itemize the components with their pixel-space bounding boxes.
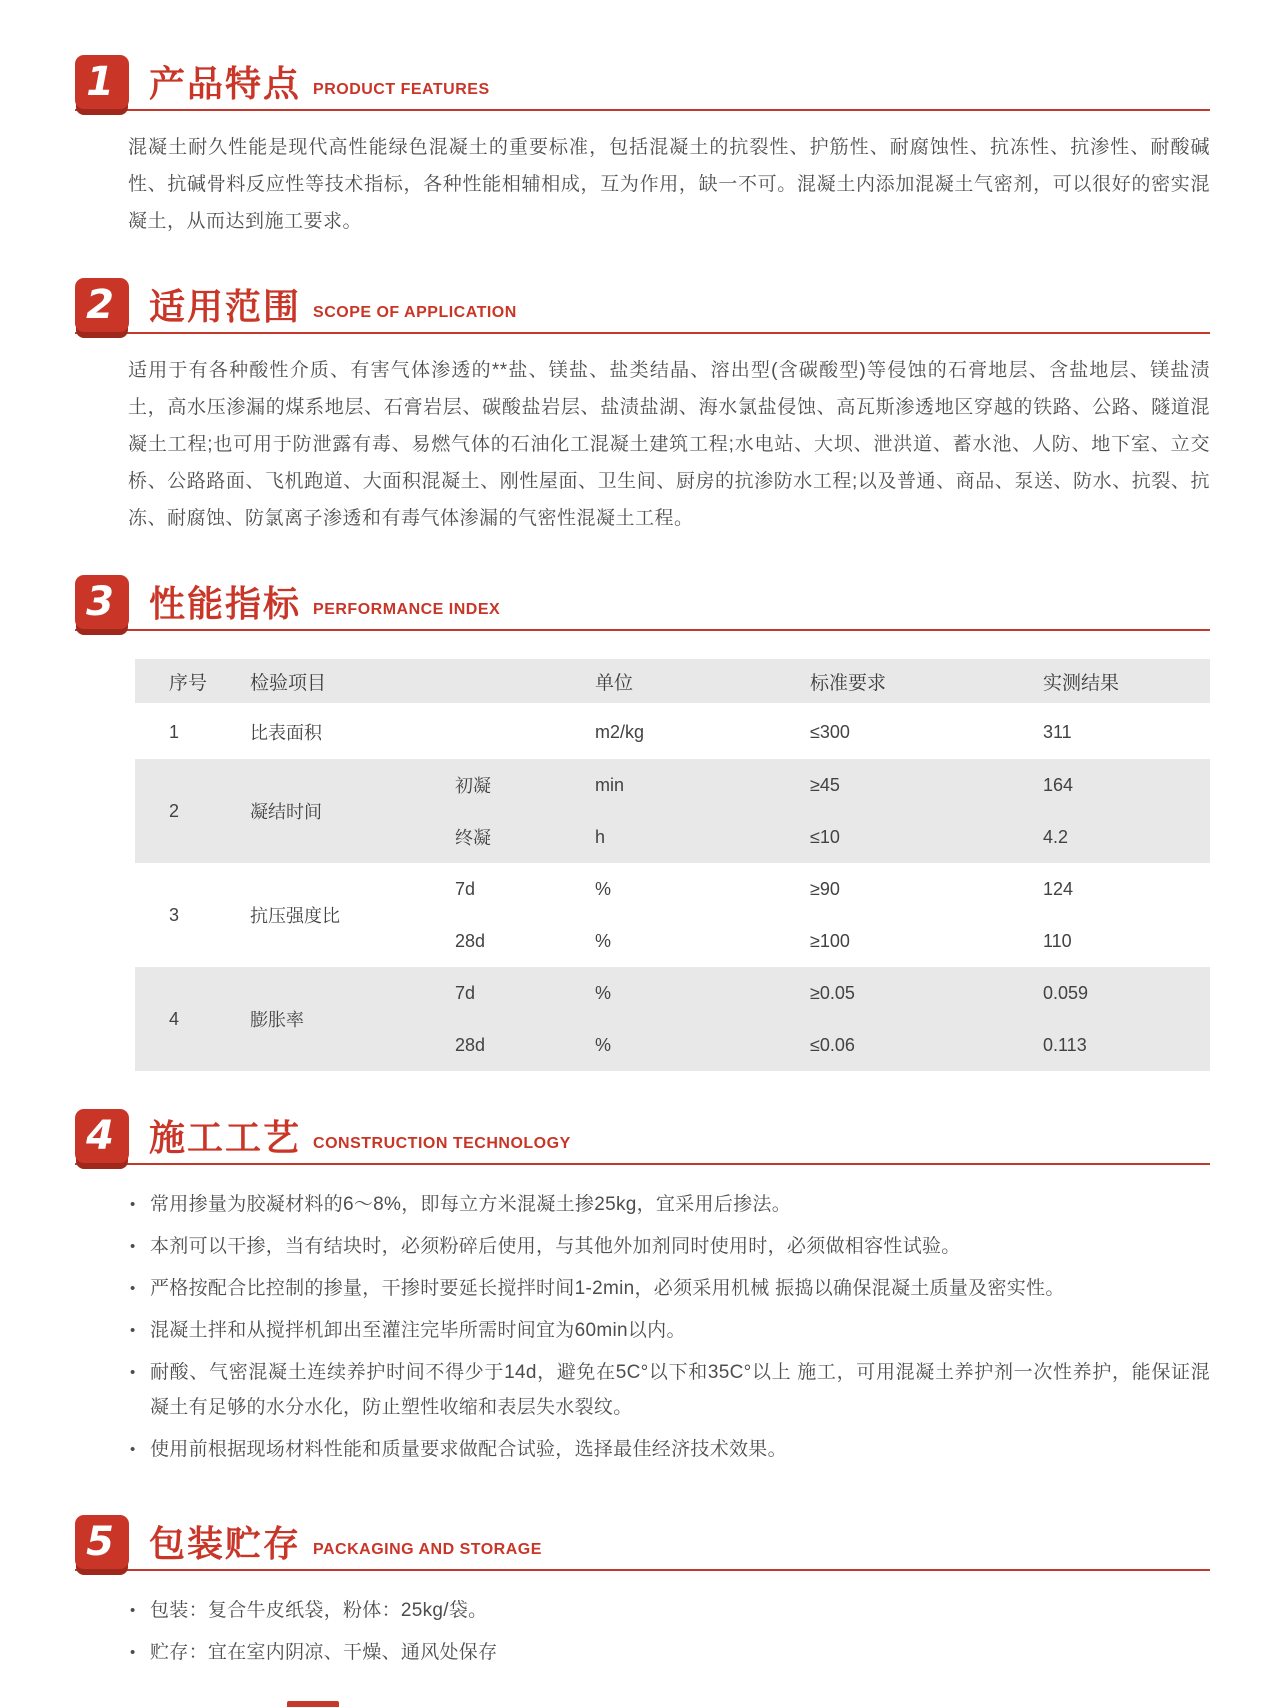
bullet-icon: •	[130, 1196, 136, 1213]
cell-no: 3	[169, 904, 180, 925]
section-header	[75, 278, 1210, 334]
section-construction-technology	[75, 1109, 1210, 1467]
page-bottom-decoration	[287, 1701, 339, 1707]
section-number: 2	[86, 282, 114, 328]
cell-standard: ≤0.06	[810, 1034, 855, 1055]
cell-no: 1	[169, 721, 180, 742]
section-number-badge	[75, 278, 129, 332]
section-number-badge	[75, 1109, 129, 1163]
bullet-text: 混凝土拌和从搅拌机卸出至灌注完毕所需时间宜为60min以内。	[150, 1320, 686, 1341]
cell-sub: 终凝	[455, 828, 491, 848]
table-row	[135, 759, 1210, 863]
scope-paragraph: 适用于有各种酸性介质、有害气体渗透的**盐、镁盐、盐类结晶、溶出型(含碳酸型)等侵蚀的石膏地层、含盐地层、镁盐渍土，高水压渗漏的煤系地层、石膏岩层、碳酸盐岩层、盐渍盐湖、海水氯盐侵蚀、高瓦斯渗透地区穿越的铁路、公路、隧道混凝土工程;也可用于防泄露有毒、易燃气体的石油化工混凝土建筑工程;水电站、大坝、泄洪道、蓄水池、人防、地下室、立交桥、公路路面、飞机跑道、大面积混凝土、刚性屋面、卫生间、厨房的抗渗防水工程;以及普通、商品、泵送、防水、抗裂、抗冻、耐腐蚀、防氯离子渗透和有毒气体渗漏的气密性混凝土工程。	[128, 360, 1210, 529]
section-packaging-storage	[75, 1515, 1210, 1670]
section-number-badge	[75, 575, 129, 629]
section-titles	[149, 63, 490, 104]
section-number: 4	[86, 1113, 114, 1159]
bullet-text: 耐酸、气密混凝土连续养护时间不得少于14d，避免在5C°以下和35C°以上 施工，可用混凝土养护剂一次性养护，能保证混凝土有足够的水分水化，防止塑性收缩和表层失水裂纹。	[150, 1362, 1210, 1418]
bullet-icon: •	[130, 1602, 136, 1619]
section-title-en: PACKAGING AND STORAGE	[313, 1541, 542, 1558]
cell-result: 164	[1043, 774, 1074, 795]
cell-unit: h	[595, 826, 606, 847]
cell-item: 膨胀率	[250, 1010, 304, 1030]
bullet-icon: •	[130, 1322, 136, 1339]
table-row	[135, 967, 1210, 1071]
cell-standard: ≥45	[810, 774, 840, 795]
cell-standard: ≤10	[810, 826, 840, 847]
cell-unit: %	[595, 930, 612, 951]
section-title-zh: 包装贮存	[149, 1523, 302, 1564]
cell-sub: 7d	[455, 982, 476, 1003]
cell-item: 抗压强度比	[250, 906, 340, 926]
section-titles	[149, 1523, 542, 1564]
section-title-zh: 产品特点	[149, 63, 302, 104]
construction-bullet-list	[130, 1187, 1210, 1467]
list-item	[130, 1593, 1210, 1628]
cell-no: 4	[169, 1008, 180, 1029]
section-number: 5	[86, 1519, 114, 1565]
section-title-en: PRODUCT FEATURES	[313, 81, 490, 98]
section-title-en: SCOPE OF APPLICATION	[313, 304, 517, 321]
table-row	[135, 863, 1210, 967]
bullet-text: 包装：复合牛皮纸袋，粉体：25kg/袋。	[150, 1600, 488, 1621]
list-item	[130, 1432, 1210, 1467]
cell-unit: %	[595, 982, 612, 1003]
section-title-zh: 性能指标	[149, 583, 302, 624]
section-title-en: CONSTRUCTION TECHNOLOGY	[313, 1135, 571, 1152]
cell-no: 2	[169, 800, 180, 821]
section-number-badge	[75, 1515, 129, 1569]
list-item	[130, 1635, 1210, 1670]
section-scope-of-application	[75, 278, 1210, 537]
cell-sub: 初凝	[455, 776, 491, 796]
cell-unit: m2/kg	[595, 721, 645, 742]
cell-standard: ≥0.05	[810, 982, 855, 1003]
cell-result: 0.059	[1043, 982, 1089, 1003]
section-performance-index	[75, 575, 1210, 1071]
bullet-icon: •	[130, 1644, 136, 1661]
bullet-icon: •	[130, 1238, 136, 1255]
bullet-icon: •	[130, 1364, 136, 1381]
section-header	[75, 575, 1210, 631]
section-number: 1	[86, 59, 114, 105]
performance-table	[135, 659, 1210, 1071]
bullet-text: 使用前根据现场材料性能和质量要求做配合试验，选择最佳经济技术效果。	[150, 1439, 787, 1460]
section-titles	[149, 583, 501, 624]
bullet-text: 严格按配合比控制的掺量，干掺时要延长搅拌时间1-2min，必须采用机械 振捣以确保混凝土质量及密实性。	[150, 1278, 1065, 1299]
list-item	[130, 1229, 1210, 1264]
section-header	[75, 1109, 1210, 1165]
cell-unit: %	[595, 878, 612, 899]
table-row	[135, 705, 1210, 759]
cell-result: 110	[1043, 930, 1072, 951]
cell-standard: ≤300	[810, 721, 850, 742]
cell-unit: min	[595, 774, 625, 795]
header-result: 实测结果	[1043, 672, 1120, 694]
packaging-bullet-list	[130, 1593, 1210, 1670]
features-paragraph: 混凝土耐久性能是现代高性能绿色混凝土的重要标准，包括混凝土的抗裂性、护筋性、耐腐蚀性、抗冻性、抗渗性、耐酸碱性、抗碱骨料反应性等技术指标，各种性能相辅相成，互为作用，缺一不可。混凝土内添加混凝土气密剂，可以很好的密实混凝土，从而达到施工要求。	[128, 137, 1210, 232]
section-header	[75, 55, 1210, 111]
cell-result: 124	[1043, 878, 1074, 899]
cell-result: 0.113	[1043, 1034, 1087, 1055]
section-title-zh: 施工工艺	[149, 1117, 302, 1158]
cell-unit: %	[595, 1034, 612, 1055]
list-item	[130, 1355, 1210, 1425]
bullet-text: 贮存：宜在室内阴凉、干燥、通风处保存	[150, 1642, 498, 1663]
list-item	[130, 1187, 1210, 1222]
cell-item: 比表面积	[250, 723, 322, 743]
section-number: 3	[86, 579, 114, 625]
section-product-features	[75, 55, 1210, 240]
header-unit: 单位	[595, 672, 634, 694]
cell-standard: ≥100	[810, 930, 850, 951]
cell-result: 4.2	[1043, 826, 1069, 847]
list-item	[130, 1313, 1210, 1348]
header-item: 检验项目	[250, 672, 327, 694]
cell-standard: ≥90	[810, 878, 840, 899]
section-titles	[149, 1117, 571, 1158]
cell-sub: 7d	[455, 878, 476, 899]
section-title-en: PERFORMANCE INDEX	[313, 601, 501, 618]
cell-result: 311	[1043, 721, 1072, 742]
section-header	[75, 1515, 1210, 1571]
section-titles	[149, 286, 517, 327]
bullet-text: 常用掺量为胶凝材料的6～8%，即每立方米混凝土掺25kg，宜采用后掺法。	[150, 1194, 792, 1215]
list-item	[130, 1271, 1210, 1306]
section-number-badge	[75, 55, 129, 109]
bullet-icon: •	[130, 1441, 136, 1458]
cell-sub: 28d	[455, 930, 486, 951]
section-title-zh: 适用范围	[149, 286, 302, 327]
header-standard: 标准要求	[810, 672, 887, 694]
cell-sub: 28d	[455, 1034, 486, 1055]
table-header-row	[135, 659, 1210, 703]
header-no: 序号	[169, 672, 208, 694]
bullet-text: 本剂可以干掺，当有结块时，必须粉碎后使用，与其他外加剂同时使用时，必须做相容性试验。	[150, 1236, 961, 1257]
bullet-icon: •	[130, 1280, 136, 1297]
cell-item: 凝结时间	[250, 802, 322, 822]
